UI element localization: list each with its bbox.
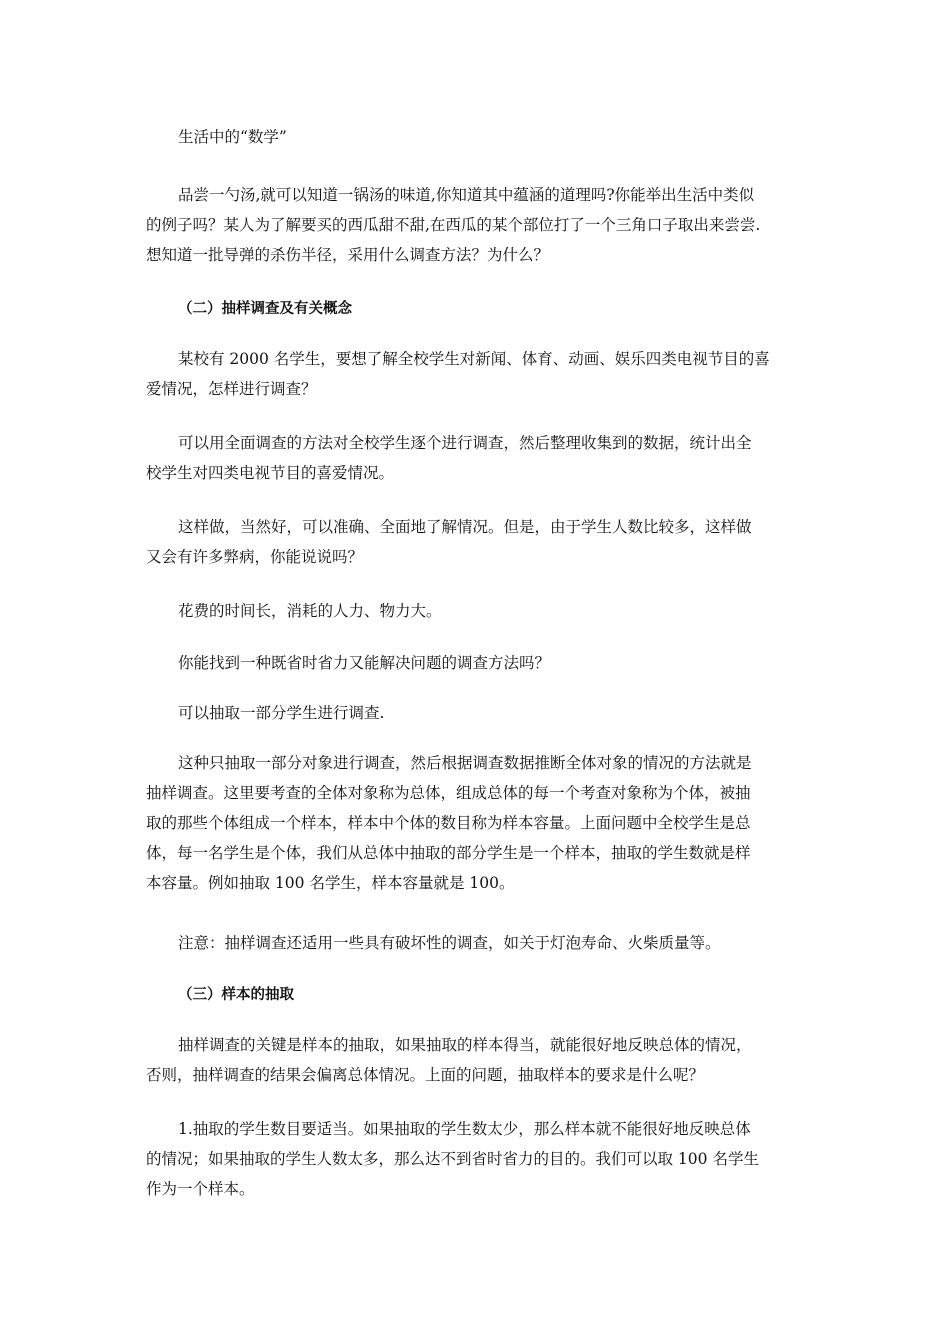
paragraph-soup-example	[146, 180, 810, 270]
paragraph-school-survey	[146, 344, 810, 404]
paragraph-partial-survey	[146, 698, 810, 728]
text-line: 1.抽取的学生数目要适当。如果抽取的学生数太少，那么样本就不能很好地反映总体	[178, 1120, 751, 1138]
text-line: 想知道一批导弹的杀伤半径，采用什么调查方法？为什么？	[146, 246, 550, 264]
paragraph-question	[146, 648, 810, 678]
text-line: 可以抽取一部分学生进行调查.	[178, 704, 385, 722]
text-line: 否则，抽样调查的结果会偏离总体情况。上面的问题，抽取样本的要求是什么呢？	[146, 1066, 705, 1084]
text-line: 的例子吗？某人为了解要买的西瓜甜不甜,在西瓜的某个部位打了一个三角口子取出来尝尝.	[146, 216, 761, 234]
text-line: 的情况；如果抽取的学生人数太多，那么达不到省时省力的目的。我们可以取 100 名学生	[146, 1150, 759, 1168]
text-line: 取的那些个体组成一个样本，样本中个体的数目称为样本容量。上面问题中全校学生是总	[146, 814, 751, 832]
text-line: 本容量。例如抽取 100 名学生，样本容量就是 100。	[146, 874, 515, 892]
text-line: 校学生对四类电视节目的喜爱情况。	[146, 464, 395, 482]
text-line: 这种只抽取一部分对象进行调查，然后根据调查数据推断全体对象的情况的方法就是	[178, 754, 752, 772]
paragraph-key-of-sampling	[146, 1030, 810, 1090]
text-line: 花费的时间长，消耗的人力、物力大。	[178, 602, 442, 620]
paragraph-cost	[146, 596, 810, 626]
text-line: 爱情况，怎样进行调查？	[146, 380, 317, 398]
text-line: 抽样调查的关键是样本的抽取，如果抽取的样本得当，就能很好地反映总体的情况，	[178, 1036, 752, 1054]
text-line: 又会有许多弊病，你能说说吗？	[146, 548, 364, 566]
text-line: 注意：抽样调查还适用一些具有破坏性的调查，如关于灯泡寿命、火柴质量等。	[178, 934, 721, 952]
text-line: 你能找到一种既省时省力又能解决问题的调查方法吗？	[178, 654, 551, 672]
section-heading-sampling-concepts	[146, 294, 810, 324]
text-line: 生活中的“数学”	[178, 128, 287, 146]
paragraph-definitions	[146, 748, 810, 898]
text-line: 作为一个样本。	[146, 1180, 255, 1198]
heading-text: （三）样本的抽取	[178, 987, 294, 1003]
text-line: 某校有 2000 名学生，要想了解全校学生对新闻、体育、动画、娱乐四类电视节目的喜	[178, 350, 770, 368]
heading-text: （二）抽样调查及有关概念	[178, 301, 352, 317]
paragraph-math-in-life	[146, 122, 810, 152]
paragraph-drawbacks	[146, 512, 810, 572]
text-line: 抽样调查。这里要考查的全体对象称为总体，组成总体的每一个考查对象称为个体，被抽	[146, 784, 751, 802]
paragraph-requirement-1	[146, 1114, 810, 1204]
text-line: 体，每一名学生是个体，我们从总体中抽取的部分学生是一个样本，抽取的学生数就是样	[146, 844, 751, 862]
paragraph-note	[146, 928, 810, 958]
text-line: 品尝一勺汤,就可以知道一锅汤的味道,你知道其中蕴涵的道理吗?你能举出生活中类似	[178, 186, 755, 204]
text-line: 这样做，当然好，可以准确、全面地了解情况。但是，由于学生人数比较多，这样做	[178, 518, 752, 536]
paragraph-full-survey	[146, 428, 810, 488]
text-line: 可以用全面调查的方法对全校学生逐个进行调查，然后整理收集到的数据，统计出全	[178, 434, 752, 452]
section-heading-sample-selection	[146, 980, 810, 1010]
